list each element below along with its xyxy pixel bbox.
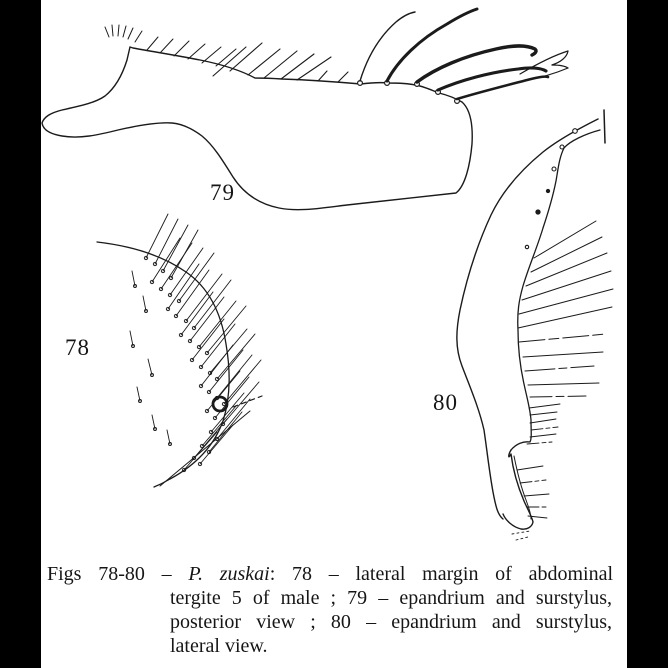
fig80-drawing bbox=[457, 110, 613, 540]
caption-figs-range: Figs 78-80 bbox=[47, 563, 145, 585]
caption-species-name: P. zuskai bbox=[188, 563, 270, 585]
fig79-drawing bbox=[42, 9, 568, 210]
caption-line-1 bbox=[47, 562, 613, 586]
caption-dash: – bbox=[161, 563, 172, 585]
fig78-label: 78 bbox=[65, 335, 90, 360]
caption-line-3: posterior view ; 80 – epandrium and surstylus, bbox=[170, 611, 612, 633]
caption-line-4: lateral view. bbox=[170, 635, 268, 657]
fig80-label: 80 bbox=[433, 390, 458, 415]
fig78-drawing bbox=[97, 214, 262, 487]
left-frame-bar bbox=[0, 0, 41, 668]
fig79-label: 79 bbox=[210, 180, 235, 205]
caption-line-1-rest: : 78 – lateral margin of abdominal bbox=[269, 563, 613, 585]
right-frame-bar bbox=[627, 0, 668, 668]
caption-line-2: tergite 5 of male ; 79 – epandrium and surstylus, bbox=[170, 587, 612, 609]
